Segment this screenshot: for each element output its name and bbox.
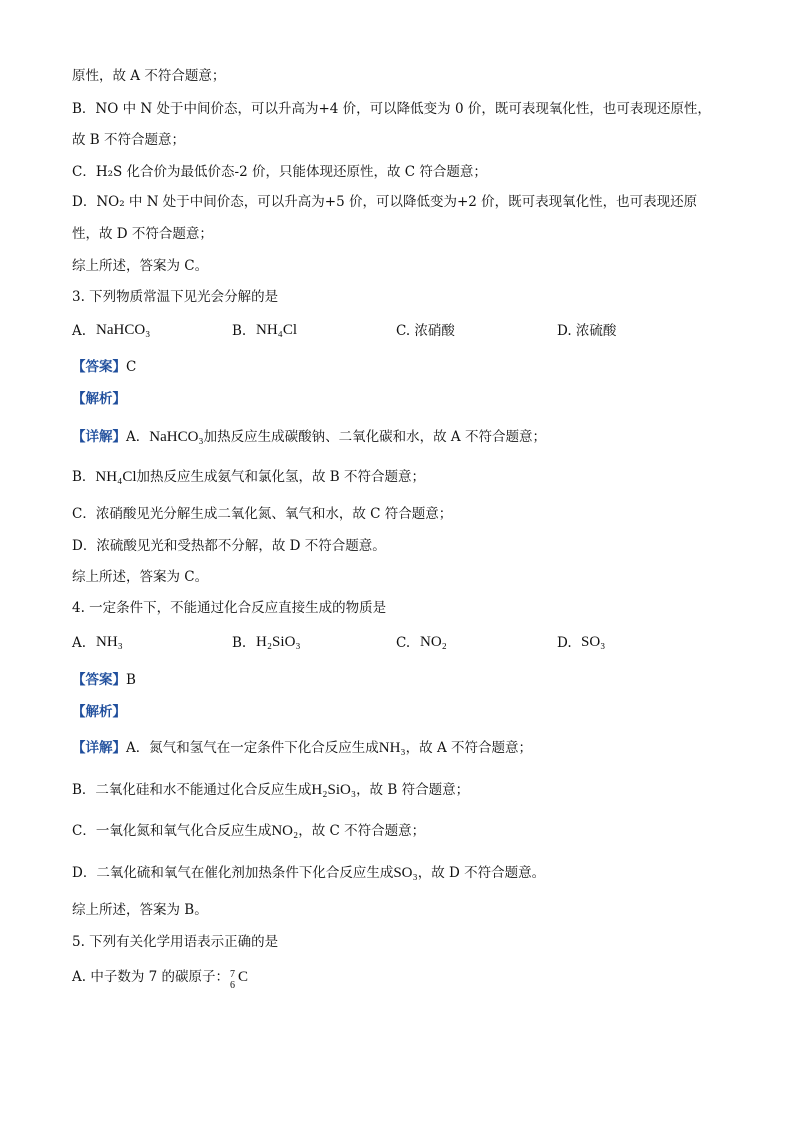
- detail-line: [72, 468, 425, 486]
- analysis-tag-text: 【解析】: [72, 704, 126, 720]
- text-line: 故 B 不符合题意；: [72, 132, 186, 148]
- isotope-notation: [229, 968, 238, 991]
- option-d: D. 浓硫酸: [557, 323, 617, 339]
- mass-number: 7: [230, 968, 236, 980]
- option-a: [72, 968, 249, 991]
- option-a-formula: NH₃: [96, 634, 123, 650]
- detail-text: A．: [126, 429, 150, 445]
- element-symbol: C: [238, 969, 249, 985]
- summary-line: 综上所述，答案为 C。: [72, 569, 209, 585]
- analysis-tag-text: 【解析】: [72, 391, 126, 407]
- option-b-label: B.: [232, 323, 247, 339]
- question-stem: 4. 一定条件下，不能通过化合反应直接生成的物质是: [72, 600, 387, 616]
- detail-line: [72, 739, 532, 757]
- formula: H₂SiO₃: [311, 782, 357, 798]
- option-c: C. 浓硝酸: [396, 323, 455, 339]
- detail-text: D．二氧化硫和氧气在催化剂加热条件下化合反应生成: [72, 865, 394, 881]
- formula: NO₂: [271, 823, 299, 839]
- answer-line: [72, 671, 136, 689]
- detail-text: B．二氧化硅和水不能通过化合反应生成: [72, 782, 312, 798]
- detail-text: 加热反应生成氨气和氯化氢，故 B 不符合题意；: [136, 469, 426, 485]
- detail-text: ，故 D 不符合题意。: [417, 865, 546, 881]
- answer-value: C: [126, 359, 137, 375]
- answer-tag: 【答案】: [72, 672, 126, 688]
- text-line: 综上所述，答案为 C。: [72, 258, 209, 274]
- option-a-formula: NaHCO₃: [96, 322, 151, 338]
- option-b-formula: H₂SiO₃: [256, 634, 301, 650]
- detail-tag: 【详解】: [72, 429, 126, 445]
- option-a-label: A.: [72, 635, 87, 651]
- text-line: D．NO₂ 中 N 处于中间价态，可以升高为+5 价，可以降低变为+2 价，既可表现氧化性，也可表现还原: [72, 194, 698, 210]
- formula: NaHCO₃: [149, 429, 204, 445]
- detail-line: D．浓硫酸见光和受热都不分解，故 D 不符合题意。: [72, 538, 386, 554]
- option-c-label: C.: [396, 635, 411, 651]
- text-line: 性，故 D 不符合题意；: [72, 226, 213, 242]
- option-d-label: D.: [557, 635, 572, 651]
- question-stem: 3. 下列物质常温下见光会分解的是: [72, 289, 279, 305]
- detail-line: [72, 781, 469, 799]
- detail-text: A．氮气和氢气在一定条件下化合反应生成: [126, 740, 379, 756]
- detail-text: 加热反应生成碳酸钠、二氧化碳和水，故 A 不符合题意；: [203, 429, 546, 445]
- formula: NH₄Cl: [95, 469, 137, 485]
- option-b-formula: NH₄Cl: [256, 322, 298, 338]
- answer-value: B: [126, 672, 136, 688]
- detail-line: [72, 428, 546, 446]
- analysis-tag: [72, 703, 126, 721]
- option-d-formula: SO₃: [581, 634, 606, 650]
- answer-line: [72, 358, 136, 376]
- answer-tag: 【答案】: [72, 359, 126, 375]
- question-stem: 5. 下列有关化学用语表示正确的是: [72, 934, 279, 950]
- text-line: C．H₂S 化合价为最低价态-2 价，只能体现还原性，故 C 符合题意；: [72, 164, 487, 180]
- formula: SO₃: [393, 865, 418, 881]
- text-line: B．NO 中 N 处于中间价态，可以升高为+4 价，可以降低变为 0 价，既可表现氧化性，也可表现还原性，: [72, 101, 711, 117]
- detail-text: B．: [72, 469, 96, 485]
- detail-text: ，故 A 不符合题意；: [405, 740, 532, 756]
- detail-text: C．一氧化氮和氧气化合反应生成: [72, 823, 272, 839]
- formula: NH₃: [378, 740, 406, 756]
- option-a-text: A. 中子数为 7 的碳原子：: [72, 969, 230, 985]
- detail-line: [72, 822, 425, 840]
- detail-line: [72, 864, 545, 882]
- option-b-label: B.: [232, 635, 247, 651]
- option-c-formula: NO₂: [420, 634, 447, 650]
- option-a-label: A.: [72, 323, 87, 339]
- analysis-tag: [72, 390, 126, 408]
- detail-text: ，故 B 符合题意；: [356, 782, 470, 798]
- detail-tag: 【详解】: [72, 740, 126, 756]
- atomic-number: 6: [230, 979, 236, 991]
- detail-text: ，故 C 不符合题意；: [298, 823, 426, 839]
- summary-line: 综上所述，答案为 B。: [72, 902, 208, 918]
- text-line: 原性，故 A 不符合题意；: [72, 68, 226, 84]
- detail-line: C．浓硝酸见光分解生成二氧化氮、氧气和水，故 C 符合题意；: [72, 506, 453, 522]
